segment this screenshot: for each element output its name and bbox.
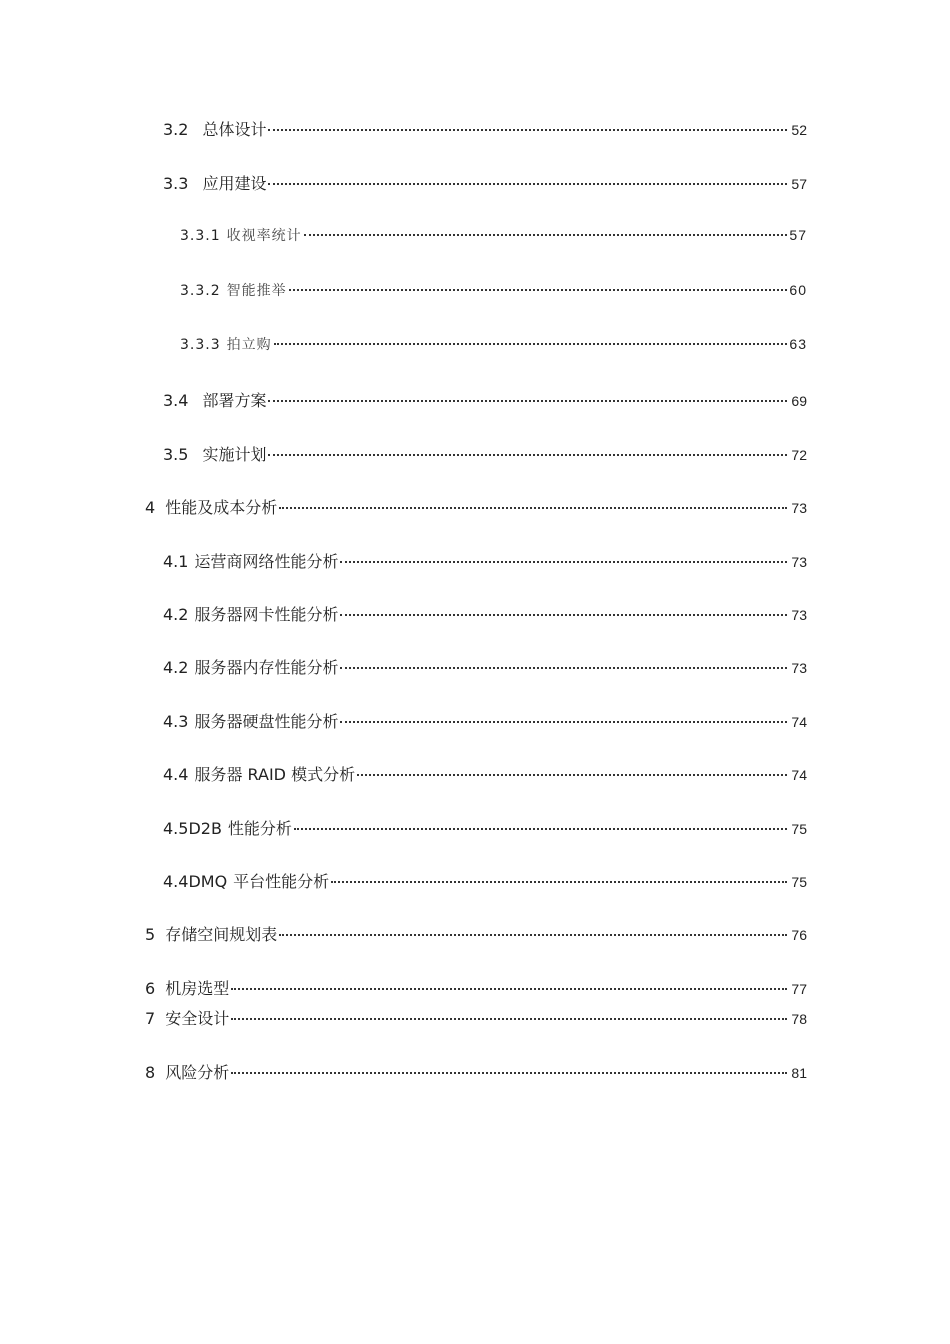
toc-entry-number: 4.5D2B (163, 819, 222, 838)
toc-entry[interactable] (163, 171, 807, 193)
toc-entry-page: 77 (791, 981, 807, 997)
toc-entry-number: 8 (145, 1063, 156, 1082)
dot-leader (289, 289, 787, 291)
toc-entry-number: 4 (145, 498, 156, 517)
toc-entry[interactable] (145, 1006, 807, 1028)
toc-entry-page: 73 (791, 554, 807, 570)
toc-entry-number: 3.3.2 (180, 283, 221, 299)
toc-entry-number: 3.3.3 (180, 337, 221, 353)
toc-entry[interactable] (163, 117, 807, 139)
toc-entry-title: 服务器网卡性能分析 (194, 605, 339, 624)
toc-entry-page: 75 (791, 821, 807, 837)
toc-entry[interactable] (145, 976, 807, 998)
toc-entry-number: 4.1 (163, 552, 189, 571)
toc-entry-page: 63 (789, 336, 807, 352)
toc-entry-title: 性能及成本分析 (165, 498, 278, 517)
toc-entry-title: 风险分析 (165, 1063, 230, 1082)
toc-entry-number: 7 (145, 1009, 156, 1028)
toc-entry-number: 6 (145, 979, 156, 998)
toc-entry[interactable] (163, 442, 807, 464)
toc-entry-number: 3.2 (163, 120, 189, 139)
toc-entry[interactable] (145, 495, 807, 517)
toc-entry[interactable] (163, 549, 807, 571)
toc-entry-number: 4.2 (163, 658, 189, 677)
toc-entry-title: 拍立购 (226, 337, 272, 353)
toc-entry-title: 机房选型 (165, 979, 230, 998)
toc-entry-page: 69 (791, 393, 807, 409)
toc-entry-title: 应用建设 (202, 174, 267, 193)
toc-entry-number: 3.3.1 (180, 228, 221, 244)
toc-entry-page: 60 (789, 282, 807, 298)
toc-entry[interactable] (145, 922, 807, 944)
toc-entry-page: 75 (791, 874, 807, 890)
toc-entry-page: 57 (791, 176, 807, 192)
toc-entry-title: 平台性能分析 (233, 872, 330, 891)
toc-entry-number: 4.4 (163, 765, 189, 784)
dot-leader (268, 454, 787, 456)
dot-leader (274, 343, 787, 345)
toc-entry-page: 78 (791, 1011, 807, 1027)
toc-entry-page: 74 (791, 767, 807, 783)
toc-entry-number: 4.2 (163, 605, 189, 624)
dot-leader (340, 614, 787, 616)
toc-entry-page: 52 (791, 122, 807, 138)
toc-entry-page: 57 (789, 227, 807, 243)
toc-entry-title: 服务器 RAID 模式分析 (194, 765, 356, 784)
dot-leader (279, 934, 787, 936)
toc-entry[interactable] (180, 280, 807, 302)
toc-entry-number: 3.3 (163, 174, 189, 193)
dot-leader (294, 828, 787, 830)
toc-entry-page: 73 (791, 660, 807, 676)
toc-entry[interactable] (163, 709, 807, 731)
toc-entry[interactable] (163, 869, 807, 891)
toc-entry-page: 74 (791, 714, 807, 730)
toc-entry-title: 服务器硬盘性能分析 (194, 712, 339, 731)
toc-entry-title: 服务器内存性能分析 (194, 658, 339, 677)
toc-entry-page: 73 (791, 607, 807, 623)
dot-leader (340, 561, 787, 563)
toc-entry-title: 实施计划 (202, 445, 267, 464)
dot-leader (279, 507, 787, 509)
dot-leader (340, 721, 787, 723)
dot-leader (357, 774, 787, 776)
toc-entry[interactable] (163, 602, 807, 624)
toc-entry-title: 存储空间规划表 (165, 925, 278, 944)
toc-entry-title: 智能推举 (226, 283, 287, 299)
dot-leader (340, 667, 787, 669)
toc-entry[interactable] (163, 762, 807, 784)
toc-entry[interactable] (180, 225, 807, 247)
toc-entry-number: 3.4 (163, 391, 189, 410)
dot-leader (231, 1018, 787, 1020)
toc-entry-page: 72 (791, 447, 807, 463)
dot-leader (268, 129, 787, 131)
toc-entry[interactable] (163, 816, 807, 838)
dot-leader (231, 988, 787, 990)
toc-entry-title: 总体设计 (202, 120, 267, 139)
dot-leader (231, 1072, 787, 1074)
toc-entry-title: 安全设计 (165, 1009, 230, 1028)
toc-entry[interactable] (180, 334, 807, 356)
toc-entry-number: 5 (145, 925, 156, 944)
toc-entry[interactable] (163, 655, 807, 677)
toc-entry-number: 4.4DMQ (163, 872, 228, 891)
dot-leader (304, 234, 787, 236)
toc-entry-title: 部署方案 (202, 391, 267, 410)
toc-entry[interactable] (145, 1060, 807, 1082)
toc-entry-title: 收视率统计 (226, 228, 302, 244)
toc-entry-number: 3.5 (163, 445, 189, 464)
dot-leader (268, 400, 787, 402)
toc-entry[interactable] (163, 388, 807, 410)
dot-leader (268, 183, 787, 185)
toc-entry-title: 性能分析 (227, 819, 292, 838)
toc-entry-title: 运营商网络性能分析 (194, 552, 339, 571)
toc-entry-page: 81 (791, 1065, 807, 1081)
toc-entry-number: 4.3 (163, 712, 189, 731)
toc-entry-page: 73 (791, 500, 807, 516)
toc-entry-page: 76 (791, 927, 807, 943)
dot-leader (331, 881, 787, 883)
